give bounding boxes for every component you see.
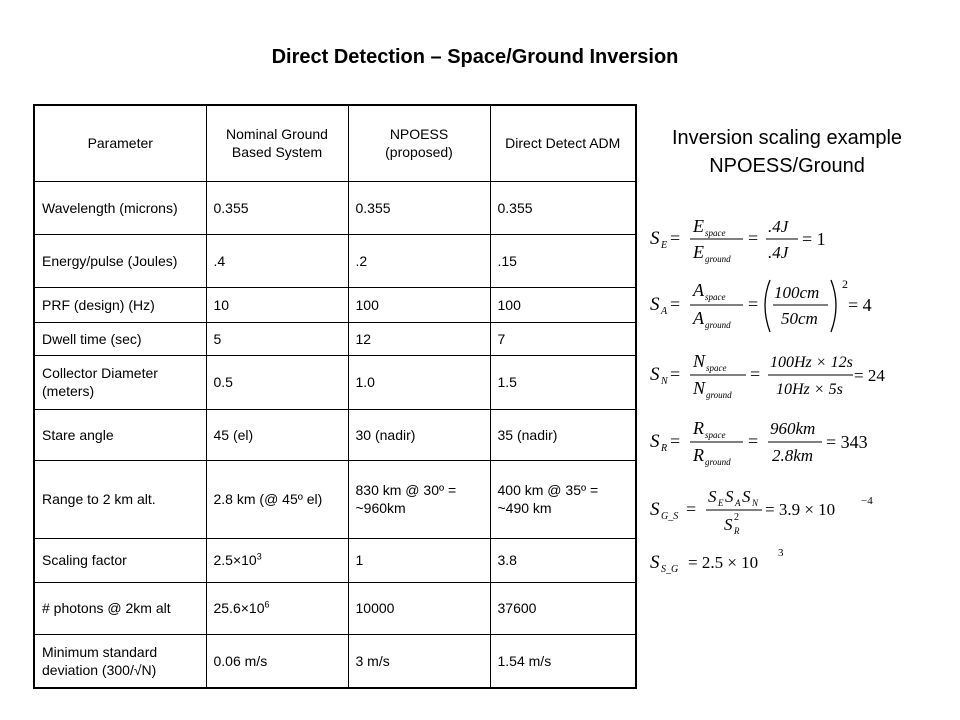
header-direct-detect: Direct Detect ADM [490, 105, 636, 181]
scaling-mantissa: 2.5×10 [213, 552, 257, 568]
eq-equals: = [686, 499, 697, 519]
row-label: Stare angle [34, 409, 206, 460]
equation-sn [650, 351, 885, 400]
cell-ground: 45 (el) [206, 409, 348, 460]
cell-ground: 0.06 m/s [206, 634, 348, 688]
table-row [34, 322, 636, 355]
eq-lhs: S [650, 499, 660, 520]
equation-sr [650, 418, 868, 467]
eq-num-sub-n: N [752, 498, 759, 508]
example-line-2: NPOESS/Ground [709, 155, 865, 177]
header-ground-system: Nominal Ground Based System [206, 105, 348, 181]
eq-equals: = [748, 294, 759, 314]
eq-result: = 1 [802, 229, 826, 249]
photons-mantissa: 25.6×10 [213, 600, 265, 616]
table-row [34, 234, 636, 287]
cell-adm: .15 [490, 234, 636, 287]
eq-equals: = [670, 294, 681, 314]
cell-adm: 7 [490, 322, 636, 355]
equation-ssg [650, 547, 784, 575]
header-npoess: NPOESS (proposed) [348, 105, 490, 181]
eq-den: S [724, 515, 733, 534]
equation-se [650, 216, 826, 264]
row-label: Energy/pulse (Joules) [34, 234, 206, 287]
table-row [34, 181, 636, 234]
eq-lhs: S [650, 228, 660, 249]
cell-npoess: 1 [348, 538, 490, 582]
eq-num2: 100cm [774, 283, 820, 302]
cell-npoess: 100 [348, 287, 490, 322]
cell-npoess: 10000 [348, 582, 490, 634]
eq-result: = 2.5 × 10 [688, 553, 759, 572]
eq-result-sup: −4 [861, 495, 873, 507]
eq-den: A [693, 308, 704, 328]
eq-den-sub: ground [706, 390, 732, 400]
example-heading [642, 124, 932, 180]
eq-den-sup: 2 [734, 512, 739, 523]
eq-num-sub: space [705, 228, 726, 238]
eq-den: E [693, 242, 704, 262]
cell-ground: 10 [206, 287, 348, 322]
cell-ground: 0.5 [206, 355, 348, 409]
eq-power: 2 [842, 277, 848, 291]
eq-num-sub: space [706, 363, 727, 373]
cell-npoess: 1.0 [348, 355, 490, 409]
eq-num2: 100Hz × 12s [770, 354, 853, 371]
eq-lhs-sub: A [661, 306, 668, 317]
left-paren [765, 280, 770, 332]
eq-lhs-sub: E [661, 240, 668, 251]
eq-num: R [693, 418, 704, 438]
scaling-equations [648, 210, 888, 590]
row-label: Wavelength (microns) [34, 181, 206, 234]
cell-adm: 400 km @ 35º = ~490 km [490, 460, 636, 538]
cell-npoess: 0.355 [348, 181, 490, 234]
eq-den: N [693, 378, 706, 398]
eq-lhs: S [650, 552, 660, 573]
eq-lhs: S [650, 294, 660, 315]
table-row [34, 634, 636, 688]
table-row [34, 460, 636, 538]
eq-den2: 2.8km [772, 446, 814, 465]
eq-num: N [693, 351, 706, 371]
eq-den-sub: ground [705, 457, 731, 467]
cell-adm: 3.8 [490, 538, 636, 582]
cell-ground: 5 [206, 322, 348, 355]
eq-num-sub: space [705, 430, 726, 440]
eq-den2: 10Hz × 5s [776, 381, 843, 398]
cell-npoess: .2 [348, 234, 490, 287]
cell-adm: 37600 [490, 582, 636, 634]
table-row [34, 287, 636, 322]
photons-exponent: 6 [264, 599, 270, 610]
scaling-exponent: 3 [256, 551, 262, 562]
equation-sgs [650, 487, 873, 536]
eq-lhs-sub: R [661, 443, 668, 454]
eq-lhs-sub: N [661, 376, 668, 387]
eq-num-sub-e: E [718, 498, 724, 508]
eq-lhs-sub: S_G [661, 564, 679, 575]
row-label: Collector Diameter (meters) [34, 355, 206, 409]
eq-equals: = [670, 431, 681, 451]
page-title: Direct Detection – Space/Ground Inversion [271, 46, 679, 68]
eq-result: = 24 [854, 366, 885, 385]
cell-npoess: 30 (nadir) [348, 409, 490, 460]
eq-num-s1: S [708, 487, 717, 506]
eq-num2: 960km [770, 419, 816, 438]
table-row [34, 355, 636, 409]
cell-npoess: 3 m/s [348, 634, 490, 688]
cell-ground: 0.355 [206, 181, 348, 234]
eq-lhs-sub: G_S [661, 511, 679, 522]
table-header-row [34, 105, 636, 181]
row-label: Dwell time (sec) [34, 322, 206, 355]
cell-ground [206, 538, 348, 582]
eq-num: A [693, 280, 704, 300]
cell-npoess: 830 km @ 30º = ~960km [348, 460, 490, 538]
row-label: # photons @ 2km alt [34, 582, 206, 634]
eq-den-sub: R [734, 526, 740, 536]
cell-ground: 2.8 km (@ 45º el) [206, 460, 348, 538]
cell-npoess: 12 [348, 322, 490, 355]
table-row [34, 582, 636, 634]
cell-adm: 1.54 m/s [490, 634, 636, 688]
eq-equals: = [750, 364, 761, 384]
row-label: Minimum standard deviation (300/√N) [34, 634, 206, 688]
cell-adm: 1.5 [490, 355, 636, 409]
eq-result: = 343 [826, 432, 868, 452]
eq-den: R [693, 445, 704, 465]
eq-num: E [693, 216, 704, 236]
eq-den-sub: ground [705, 320, 731, 330]
row-label: PRF (design) (Hz) [34, 287, 206, 322]
eq-num2: .4J [768, 217, 789, 236]
eq-equals: = [748, 228, 759, 248]
eq-lhs: S [650, 431, 660, 452]
eq-den-sub: ground [705, 254, 731, 264]
right-paren [831, 280, 836, 332]
table-row [34, 538, 636, 582]
eq-den2: .4J [768, 243, 789, 262]
table-row [34, 409, 636, 460]
eq-num-s3: S [742, 487, 751, 506]
cell-ground: .4 [206, 234, 348, 287]
eq-equals: = [670, 364, 681, 384]
eq-num-s2: S [725, 487, 734, 506]
cell-ground [206, 582, 348, 634]
header-parameter: Parameter [34, 105, 206, 181]
eq-equals: = [748, 431, 759, 451]
cell-adm: 35 (nadir) [490, 409, 636, 460]
eq-num-sub-a: A [735, 498, 741, 508]
parameter-table [33, 104, 637, 689]
row-label: Scaling factor [34, 538, 206, 582]
eq-equals: = [670, 228, 681, 248]
example-line-1: Inversion scaling example [671, 127, 903, 149]
eq-lhs: S [650, 364, 660, 385]
equation-sa [650, 277, 872, 332]
eq-den2: 50cm [781, 309, 818, 328]
eq-num-sub: space [705, 292, 726, 302]
eq-result: = 3.9 × 10 [765, 500, 836, 519]
cell-adm: 0.355 [490, 181, 636, 234]
eq-result: = 4 [848, 295, 872, 315]
eq-result-sup: 3 [778, 547, 784, 559]
cell-adm: 100 [490, 287, 636, 322]
row-label: Range to 2 km alt. [34, 460, 206, 538]
